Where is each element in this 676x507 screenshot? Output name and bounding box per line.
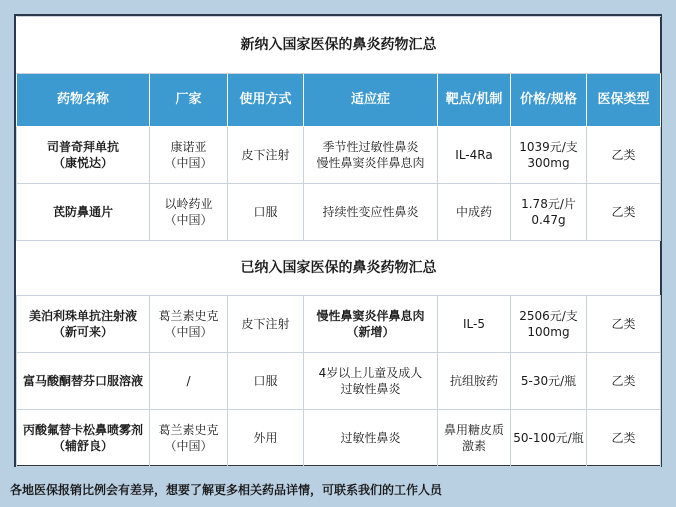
table-row [17,127,661,184]
header-indication: 适应症 [304,74,438,127]
footer-note: 各地医保报销比例会有差异，想要了解更多相关药品详情，可联系我们的工作人员 [10,483,443,497]
target-cell: 中成药 [438,184,511,241]
maker-name: 以岭药业 [164,197,213,211]
drug-table [16,16,661,467]
drug-name-cell [17,184,150,241]
usage-cell: 口服 [228,184,304,241]
drug-name: 富马酸酮替芬口服溶液 [22,374,143,388]
header-row [17,74,661,127]
table-title-existing-row [17,241,661,296]
maker-cell [150,296,228,353]
price-spec: 300mg [527,156,570,170]
price-spec: 100mg [527,325,570,339]
drug-name: 丙酸氟替卡松鼻喷雾剂 [22,423,143,437]
indication-line: 慢性鼻窦炎伴鼻息肉 [316,309,425,323]
maker-country: （中国） [164,156,213,170]
drug-brand: （辅舒良） [52,439,113,453]
drug-name: 芪防鼻通片 [52,205,113,219]
indication-cell [304,296,438,353]
maker-cell [150,184,228,241]
target-cell: 抗组胺药 [438,353,511,410]
usage-cell: 皮下注射 [228,127,304,184]
header-usage: 使用方式 [228,74,304,127]
header-drug-name: 药物名称 [17,74,150,127]
indication-line: 持续性变应性鼻炎 [322,205,419,219]
usage-cell: 外用 [228,410,304,467]
price-value: 1039元/支 [519,140,578,154]
drug-name: 司普奇拜单抗 [46,140,119,154]
document-frame [14,14,662,467]
price-cell [511,353,587,410]
price-value: 50-100元/瓶 [513,431,584,445]
maker-name: 康诺亚 [170,140,207,154]
maker-name: / [186,374,191,388]
drug-brand: （康悦达） [52,156,113,170]
table-title-existing: 已纳入国家医保的鼻炎药物汇总 [17,241,661,296]
drug-name: 美泊利珠单抗注射液 [28,309,137,323]
indication-line: 过敏性鼻炎 [340,431,401,445]
header-target: 靶点/机制 [438,74,511,127]
insurance-type-cell: 乙类 [587,353,661,410]
table-row [17,184,661,241]
price-value: 2506元/支 [519,309,578,323]
maker-name: 葛兰素史克 [158,309,219,323]
target-cell: IL-4Ra [438,127,511,184]
drug-name-cell [17,410,150,467]
indication-cell [304,410,438,467]
price-cell [511,184,587,241]
price-value: 5-30元/瓶 [520,374,577,388]
usage-cell: 口服 [228,353,304,410]
table-row [17,410,661,467]
insurance-type-cell: 乙类 [587,184,661,241]
price-cell [511,410,587,467]
indication-cell [304,353,438,410]
insurance-type-cell: 乙类 [587,296,661,353]
maker-cell [150,353,228,410]
indication-line: 4岁以上儿童及成人 [318,366,423,380]
drug-name-cell [17,127,150,184]
price-spec: 0.47g [531,213,566,227]
header-maker: 厂家 [150,74,228,127]
maker-country: （中国） [164,439,213,453]
maker-cell [150,410,228,467]
table-row [17,353,661,410]
table-row [17,296,661,353]
usage-cell: 皮下注射 [228,296,304,353]
header-insurance-type: 医保类型 [587,74,661,127]
header-price: 价格/规格 [511,74,587,127]
maker-country: （中国） [164,213,213,227]
maker-name: 葛兰素史克 [158,423,219,437]
indication-cell [304,184,438,241]
indication-line: （新增） [346,325,395,339]
indication-line: 季节性过敏性鼻炎 [322,140,419,154]
price-cell [511,296,587,353]
drug-brand: （新可来） [52,325,113,339]
maker-cell [150,127,228,184]
drug-name-cell [17,353,150,410]
price-value: 1.78元/片 [521,197,576,211]
price-cell [511,127,587,184]
insurance-type-cell: 乙类 [587,410,661,467]
indication-line: 慢性鼻窦炎伴鼻息肉 [316,156,425,170]
insurance-type-cell: 乙类 [587,127,661,184]
indication-cell [304,127,438,184]
maker-country: （中国） [164,325,213,339]
table-title-new: 新纳入国家医保的鼻炎药物汇总 [17,17,661,74]
target-cell: 鼻用糖皮质激素 [438,410,511,467]
indication-line: 过敏性鼻炎 [340,382,401,396]
table-title-new-row [17,17,661,74]
drug-name-cell [17,296,150,353]
target-cell: IL-5 [438,296,511,353]
